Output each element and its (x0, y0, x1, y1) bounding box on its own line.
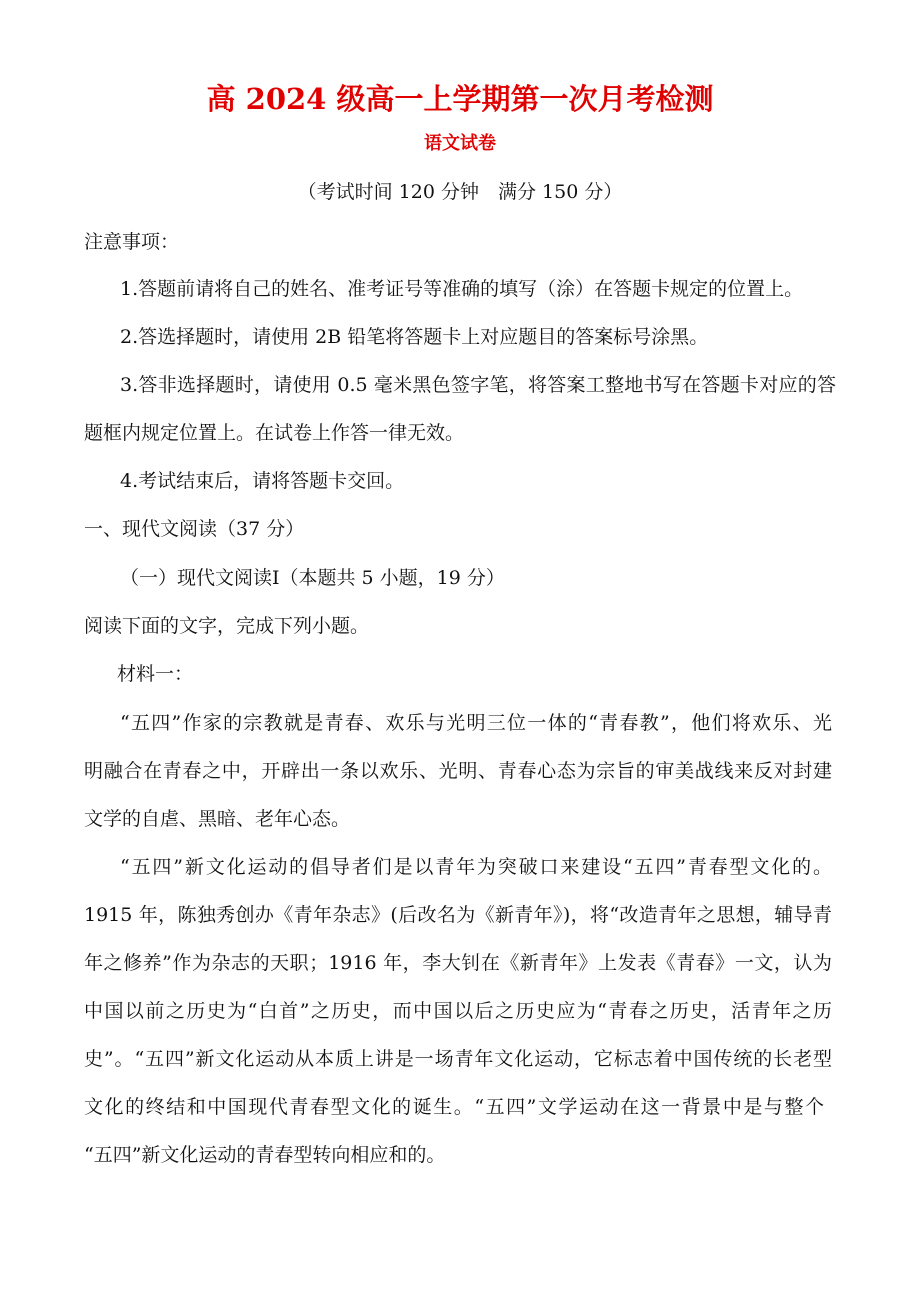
material-label: 材料一： (117, 663, 194, 685)
notice-item: 2.答选择题时，请使用 2B 铅笔将答题卡上对应题目的答案标号涂黑。 (120, 326, 709, 348)
notice-heading: 注意事项： (84, 231, 180, 253)
paragraph-line: 年之修养”作为杂志的天职；1916 年，李大钊在《新青年》上发表《青春》一文，认为 (84, 952, 832, 974)
subsection-heading: （一）现代文阅读Ⅰ（本题共 5 小题，19 分） (120, 567, 505, 589)
notice-item: 4.考试结束后，请将答题卡交回。 (120, 470, 405, 492)
notice-item: 3.答非选择题时，请使用 0.5 毫米黑色签字笔，将答案工整地书写在答题卡对应的答 (120, 374, 836, 396)
paragraph-line: “五四”新文化运动的青春型转向相应和的。 (84, 1144, 446, 1166)
paragraph-line: 文学的自虐、黑暗、老年心态。 (84, 808, 351, 830)
paragraph-line: “五四”作家的宗教就是青春、欢乐与光明三位一体的“青春教”，他们将欢乐、光 (120, 712, 832, 734)
section-heading: 一、现代文阅读（37 分） (84, 518, 305, 540)
notice-item-continued: 题框内规定位置上。在试卷上作答一律无效。 (84, 422, 465, 444)
exam-info: （考试时间 120 分钟 满分 150 分） (297, 181, 623, 203)
paragraph-line: 明融合在青春之中，开辟出一条以欢乐、光明、青春心态为宗旨的审美战线来反对封建 (84, 760, 832, 782)
exam-title: 高 2024 级高一上学期第一次月考检测 (206, 82, 714, 116)
notice-item: 1.答题前请将自己的姓名、准考证号等准确的填写（涂）在答题卡规定的位置上。 (120, 278, 804, 300)
paragraph-line: 1915 年，陈独秀创办《青年杂志》(后改名为《新青年》)，将“改造青年之思想，辅导青 (84, 904, 832, 926)
paragraph-line: 中国以前之历史为“白首”之历史，而中国以后之历史应为“青春之历史，活青年之历 (84, 1000, 832, 1022)
reading-instruction: 阅读下面的文字，完成下列小题。 (84, 615, 370, 637)
paragraph-line: 文化的终结和中国现代青春型文化的诞生。“五四”文学运动在这一背景中是与整个 (84, 1096, 824, 1118)
exam-subject: 语文试卷 (424, 133, 496, 154)
paragraph-line: “五四”新文化运动的倡导者们是以青年为突破口来建设“五四”青春型文化的。 (120, 856, 832, 878)
paragraph-line: 史”。“五四”新文化运动从本质上讲是一场青年文化运动，它标志着中国传统的长老型 (84, 1048, 832, 1070)
